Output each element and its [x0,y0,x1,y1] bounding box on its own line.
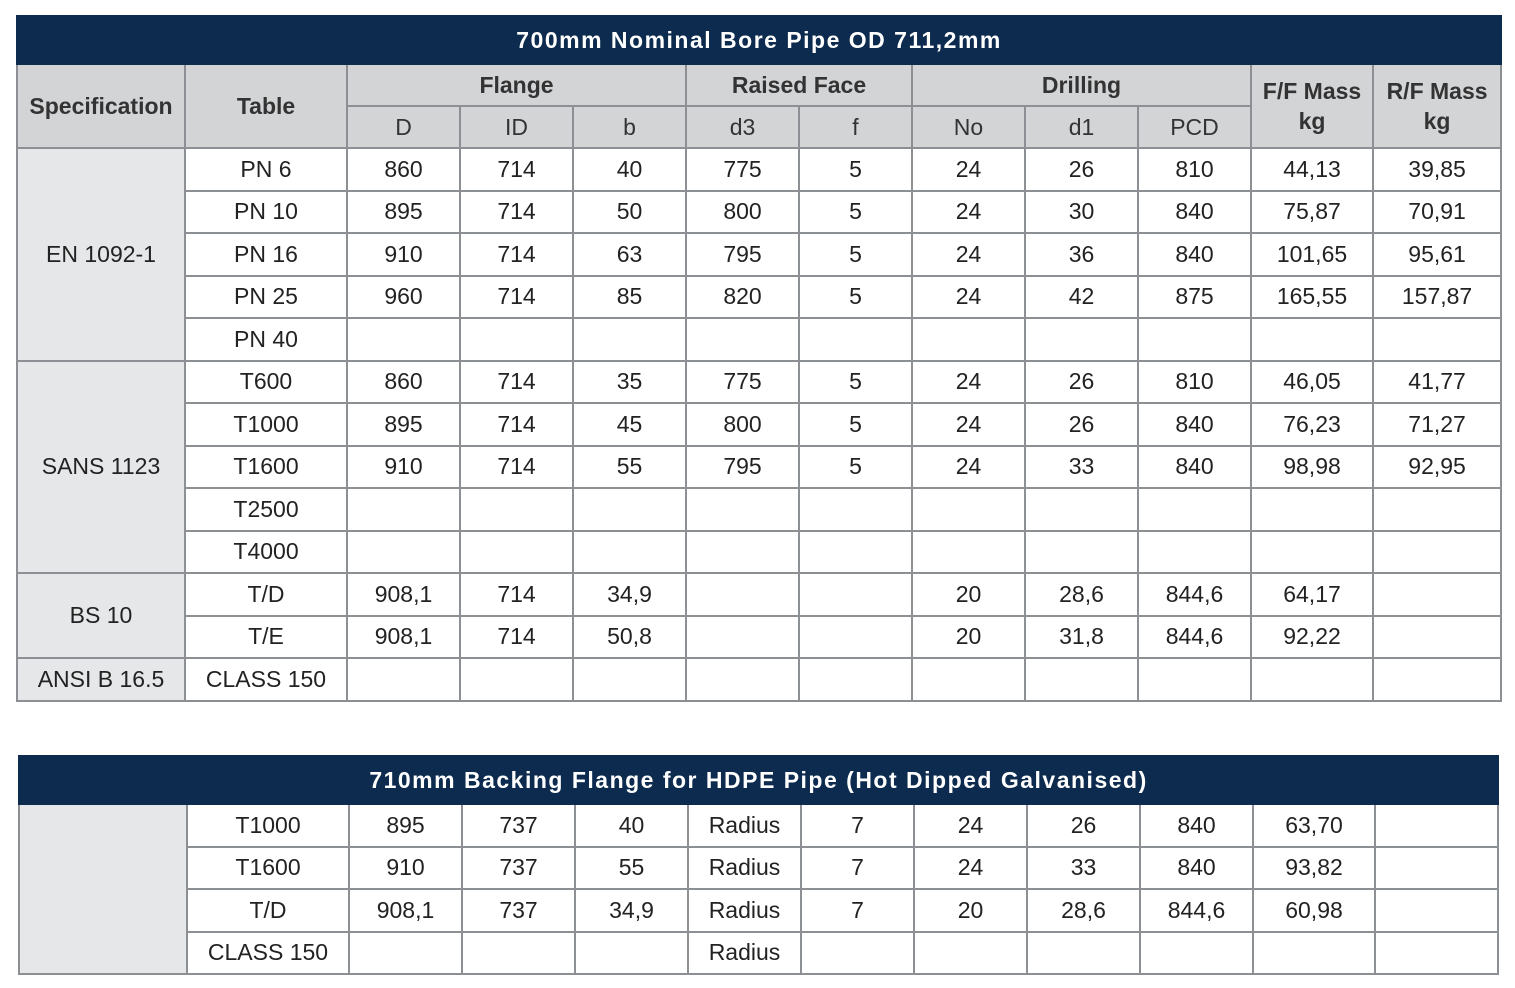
value-cell: 7 [801,889,914,932]
value-cell [686,318,799,361]
value-cell: 820 [686,276,799,319]
header-specification: Specification [17,64,185,148]
value-cell: 76,23 [1251,403,1373,446]
value-cell: 70,91 [1373,191,1501,234]
value-cell [347,488,460,531]
value-cell [799,318,912,361]
value-cell: 75,87 [1251,191,1373,234]
value-cell: 775 [686,361,799,404]
spec-cell: BS 10 [17,573,185,658]
value-cell: 714 [460,233,573,276]
header-rf-mass-unit: kg [1423,108,1451,134]
value-cell [1373,616,1501,659]
value-cell: 24 [912,148,1025,191]
value-cell: 714 [460,361,573,404]
value-cell: 35 [573,361,686,404]
value-cell: 92,95 [1373,446,1501,489]
value-cell [1138,531,1251,574]
value-cell: 800 [686,191,799,234]
value-cell: 26 [1027,804,1140,847]
value-cell [686,573,799,616]
value-cell: 20 [912,573,1025,616]
value-cell: 93,82 [1253,847,1375,890]
value-cell: 28,6 [1025,573,1138,616]
value-cell: 95,61 [1373,233,1501,276]
value-cell [686,658,799,701]
value-cell [799,488,912,531]
value-cell: 7 [801,804,914,847]
value-cell: 714 [460,191,573,234]
value-cell: Radius [688,889,801,932]
value-cell [799,531,912,574]
value-cell [801,932,914,975]
value-cell: 908,1 [347,616,460,659]
value-cell: 45 [573,403,686,446]
value-cell: 5 [799,191,912,234]
flange-spec-table [16,15,1502,702]
value-cell: 20 [914,889,1027,932]
value-cell: 24 [912,233,1025,276]
value-cell: 775 [686,148,799,191]
value-cell: 840 [1140,804,1253,847]
value-cell [460,658,573,701]
header-rf-mass [1373,64,1501,148]
value-cell: 910 [349,847,462,890]
table-name-cell: T2500 [185,488,347,531]
value-cell: 98,98 [1251,446,1373,489]
table-row [17,446,1501,489]
table-row [17,191,1501,234]
value-cell [573,658,686,701]
value-cell: 157,87 [1373,276,1501,319]
value-cell: 24 [914,804,1027,847]
header-drilling: Drilling [912,64,1251,106]
value-cell: 908,1 [347,573,460,616]
value-cell [347,531,460,574]
value-cell: 737 [462,889,575,932]
value-cell [1375,889,1498,932]
value-cell [1373,658,1501,701]
value-cell [462,932,575,975]
value-cell [1251,531,1373,574]
table-row [17,361,1501,404]
value-cell: 840 [1138,191,1251,234]
table-row [19,847,1498,890]
table-name-cell: T1000 [185,403,347,446]
subheader-b: b [573,106,686,148]
value-cell [1375,804,1498,847]
backing-flange-table [18,755,1499,975]
value-cell [347,658,460,701]
table-row [17,616,1501,659]
value-cell: 39,85 [1373,148,1501,191]
value-cell: 5 [799,446,912,489]
value-cell [1373,573,1501,616]
value-cell: 165,55 [1251,276,1373,319]
spec-cell: SANS 1123 [17,361,185,574]
value-cell: 895 [347,403,460,446]
value-cell [686,616,799,659]
value-cell [1138,488,1251,531]
table-row [17,403,1501,446]
spec-cell [19,804,187,974]
header-ff-mass-unit: kg [1298,108,1326,134]
value-cell: 24 [912,403,1025,446]
value-cell: 85 [573,276,686,319]
subheader-d: D [347,106,460,148]
table-name-cell: PN 16 [185,233,347,276]
value-cell: 800 [686,403,799,446]
value-cell: 30 [1025,191,1138,234]
table-row [19,932,1498,975]
value-cell [1251,488,1373,531]
value-cell [1251,318,1373,361]
value-cell [914,932,1027,975]
value-cell: 24 [912,276,1025,319]
table-row [17,488,1501,531]
table-row [19,889,1498,932]
value-cell: 24 [912,191,1025,234]
value-cell: 40 [573,148,686,191]
value-cell: 737 [462,847,575,890]
value-cell: 960 [347,276,460,319]
value-cell [1375,932,1498,975]
value-cell: 795 [686,233,799,276]
value-cell: 810 [1138,148,1251,191]
table-title: 700mm Nominal Bore Pipe OD 711,2mm [17,16,1501,64]
subheader-d3: d3 [686,106,799,148]
value-cell: 5 [799,361,912,404]
value-cell: 910 [347,446,460,489]
value-cell: 34,9 [573,573,686,616]
value-cell: 44,13 [1251,148,1373,191]
value-cell: 20 [912,616,1025,659]
value-cell [1375,847,1498,890]
value-cell [686,488,799,531]
table-row [17,531,1501,574]
table-name-cell: PN 25 [185,276,347,319]
table-name-cell: T1600 [187,847,349,890]
value-cell: 40 [575,804,688,847]
value-cell: 895 [349,804,462,847]
value-cell: 875 [1138,276,1251,319]
subheader-no: No [912,106,1025,148]
value-cell: 840 [1138,403,1251,446]
value-cell [1140,932,1253,975]
value-cell [912,318,1025,361]
value-cell: 36 [1025,233,1138,276]
table-title: 710mm Backing Flange for HDPE Pipe (Hot Dipped Galvanised) [19,756,1498,804]
value-cell [573,531,686,574]
table-name-cell: CLASS 150 [185,658,347,701]
value-cell: 895 [347,191,460,234]
value-cell: 795 [686,446,799,489]
value-cell: 31,8 [1025,616,1138,659]
header-flange: Flange [347,64,686,106]
value-cell [1027,932,1140,975]
value-cell: 860 [347,361,460,404]
value-cell: 63 [573,233,686,276]
table-name-cell: PN 6 [185,148,347,191]
value-cell: 840 [1140,847,1253,890]
value-cell [347,318,460,361]
table-name-cell: PN 10 [185,191,347,234]
table-name-cell: CLASS 150 [187,932,349,975]
value-cell: 714 [460,148,573,191]
value-cell [1025,658,1138,701]
value-cell [1251,658,1373,701]
value-cell [686,531,799,574]
value-cell: 24 [912,361,1025,404]
table-name-cell: T4000 [185,531,347,574]
value-cell: 810 [1138,361,1251,404]
value-cell: 24 [914,847,1027,890]
header-ff-mass-label: F/F Mass [1262,78,1362,104]
spec-cell: ANSI B 16.5 [17,658,185,701]
value-cell: Radius [688,804,801,847]
value-cell [460,318,573,361]
value-cell: 60,98 [1253,889,1375,932]
value-cell [799,658,912,701]
value-cell: 64,17 [1251,573,1373,616]
value-cell: 714 [460,573,573,616]
value-cell: 5 [799,276,912,319]
value-cell [1373,488,1501,531]
value-cell: 33 [1027,847,1140,890]
value-cell [1253,932,1375,975]
value-cell: 24 [912,446,1025,489]
value-cell [460,488,573,531]
value-cell: 55 [575,847,688,890]
value-cell: 737 [462,804,575,847]
value-cell: 42 [1025,276,1138,319]
table-row [17,318,1501,361]
subheader-d1: d1 [1025,106,1138,148]
value-cell [460,531,573,574]
value-cell: 92,22 [1251,616,1373,659]
value-cell: 5 [799,233,912,276]
table-name-cell: T/E [185,616,347,659]
table-row [17,276,1501,319]
value-cell: 71,27 [1373,403,1501,446]
table-row [17,233,1501,276]
value-cell: 7 [801,847,914,890]
value-cell: 844,6 [1138,616,1251,659]
value-cell: 26 [1025,361,1138,404]
value-cell: 714 [460,276,573,319]
value-cell: 33 [1025,446,1138,489]
header-rf-mass-label: R/F Mass [1386,78,1488,104]
value-cell: 844,6 [1138,573,1251,616]
value-cell [1373,318,1501,361]
value-cell: 5 [799,403,912,446]
value-cell: 101,65 [1251,233,1373,276]
value-cell: 860 [347,148,460,191]
value-cell [912,531,1025,574]
table-row [17,148,1501,191]
table-name-cell: T1000 [187,804,349,847]
value-cell: 41,77 [1373,361,1501,404]
table-name-cell: T1600 [185,446,347,489]
value-cell [912,488,1025,531]
subheader-id: ID [460,106,573,148]
value-cell: 50 [573,191,686,234]
value-cell: 34,9 [575,889,688,932]
header-raised-face: Raised Face [686,64,912,106]
value-cell [1025,318,1138,361]
value-cell: 46,05 [1251,361,1373,404]
value-cell: 50,8 [573,616,686,659]
value-cell: 26 [1025,403,1138,446]
value-cell: 63,70 [1253,804,1375,847]
table-name-cell: T/D [185,573,347,616]
value-cell [1025,531,1138,574]
spec-cell: EN 1092-1 [17,148,185,361]
table-name-cell: PN 40 [185,318,347,361]
value-cell: Radius [688,932,801,975]
subheader-pcd: PCD [1138,106,1251,148]
value-cell [1138,658,1251,701]
value-cell [575,932,688,975]
value-cell: 28,6 [1027,889,1140,932]
value-cell: 840 [1138,446,1251,489]
value-cell [1138,318,1251,361]
value-cell [912,658,1025,701]
value-cell: 5 [799,148,912,191]
subheader-f: f [799,106,912,148]
value-cell: 55 [573,446,686,489]
value-cell [573,488,686,531]
value-cell: Radius [688,847,801,890]
value-cell: 910 [347,233,460,276]
value-cell [573,318,686,361]
value-cell: 26 [1025,148,1138,191]
value-cell [1373,531,1501,574]
header-table: Table [185,64,347,148]
value-cell: 908,1 [349,889,462,932]
table-name-cell: T600 [185,361,347,404]
table-row [17,658,1501,701]
value-cell [799,616,912,659]
header-ff-mass [1251,64,1373,148]
table-row [19,804,1498,847]
value-cell: 714 [460,403,573,446]
value-cell: 714 [460,446,573,489]
table-name-cell: T/D [187,889,349,932]
value-cell [1025,488,1138,531]
value-cell: 844,6 [1140,889,1253,932]
value-cell: 714 [460,616,573,659]
value-cell [349,932,462,975]
table-row [17,573,1501,616]
value-cell: 840 [1138,233,1251,276]
value-cell [799,573,912,616]
